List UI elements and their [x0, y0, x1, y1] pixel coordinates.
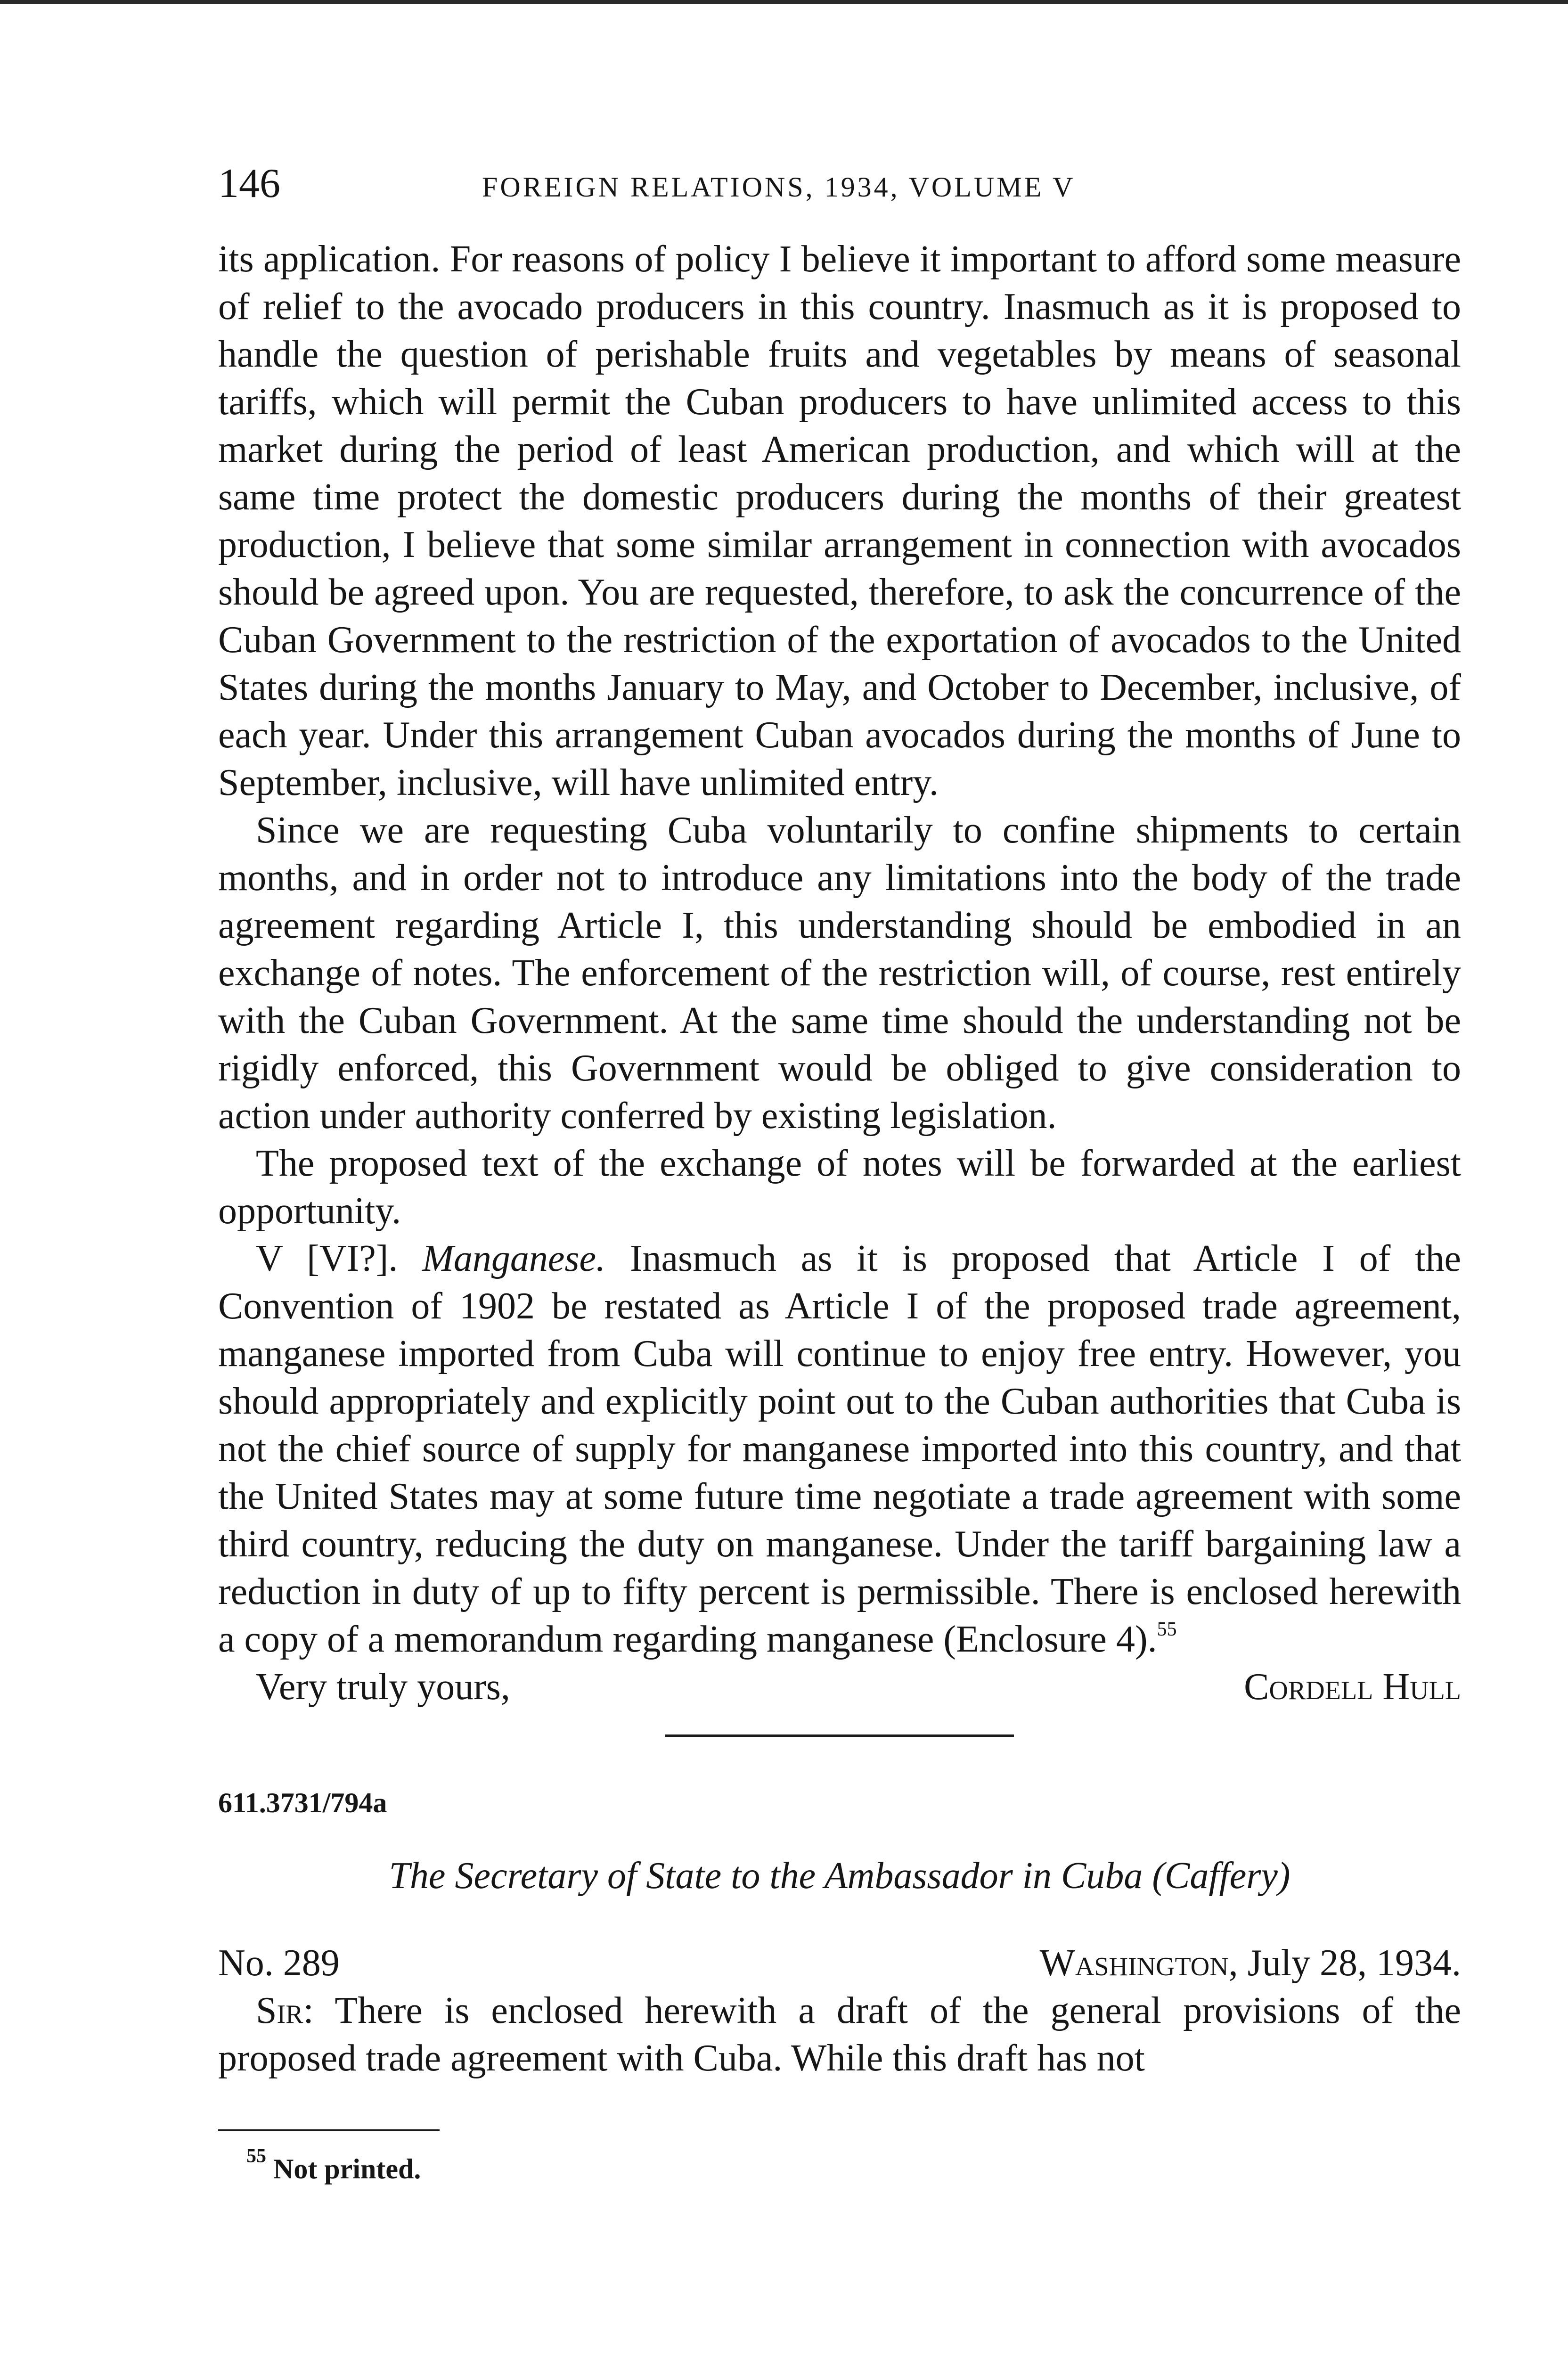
footnote-text: Not printed. [273, 2153, 421, 2184]
date: July 28, 1934. [1247, 1942, 1461, 1984]
opening-text: There is enclosed herewith a draft of the general provisions of the proposed trade agreement with Cuba. While this draft has not [218, 1990, 1462, 2079]
footnote-rule [218, 2129, 440, 2131]
signature: Cordell Hull [1244, 1666, 1461, 1708]
paragraph-avocado-relief: its application. For reasons of policy I believe it important to afford some measure of relief to the avocado producers in this country. Inasmuch as it is proposed to handle the question of perishable fruits and vegetables by means of seasonal tariffs, which will permit the Cuban producers to have unlimited access to this market during the period of least American production, and which will at the same time protect the domestic producers during the months of their greatest production, I believe that some similar arrangement in connection with avocados should be agreed upon. You are requested, therefore, to ask the concurrence of the Cuban Government to the restriction of the exportation of avocados to the United States during the months January to May, and October to December, inclusive, of each year. Under this arrangement Cuban avocados during the months of June to September, inclusive, will have unlimited entry. [218, 238, 1461, 803]
manganese-text: Inasmuch as it is proposed that Article I of the Convention of 1902 be restated as Article I of the proposed trade agreement, manganese imported from Cuba will continue to enjoy free entry. However, you should appropriately and explicitly point out to the Cuban authorities that Cuba is not the chief source of supply for manganese imported into this country, and that the United States may at some future time negotiate a trade agreement with some third country, reducing the duty on manganese. Under the tariff bargaining law a reduction in duty of up to fifty percent is permissible. There is enclosed herewith a copy of a memorandum regarding manganese (Enclosure 4). [218, 1238, 1462, 1660]
letter-body [218, 236, 1461, 1663]
running-head [218, 155, 1461, 212]
place-and-date [1039, 1939, 1461, 1987]
document-heading: The Secretary of State to the Ambassador in Cuba (Caffery) [389, 1855, 1290, 1897]
section-topic: Manganese. [422, 1238, 606, 1279]
place: Washington, [1039, 1942, 1238, 1984]
instruction-number: No. 289 [218, 1942, 340, 1984]
complimentary-close: Very truly yours, [256, 1666, 510, 1708]
footnote-marker: 55 [246, 2145, 266, 2167]
top-edge-rule [0, 0, 1568, 4]
page [218, 155, 1461, 2188]
salutation: Sir: [256, 1990, 314, 2031]
document-divider [665, 1734, 1014, 1737]
section-number: V [VI?]. [256, 1238, 398, 1279]
closing-line [218, 1663, 1461, 1711]
running-title: FOREIGN RELATIONS, 1934, VOLUME V [482, 172, 1076, 203]
paragraph-proposed-text: The proposed text of the exchange of notes will be forwarded at the earliest opportunity. [218, 1143, 1461, 1232]
footnote-reference: 55 [1157, 1619, 1177, 1640]
page-number: 146 [218, 161, 280, 206]
dateline [218, 1939, 1461, 1987]
footnote [246, 2145, 1461, 2188]
file-number: 611.3731/794a [218, 1787, 387, 1818]
paragraph-manganese [218, 1235, 1461, 1663]
second-document-opening [218, 1987, 1461, 2082]
paragraph-exchange-of-notes: Since we are requesting Cuba voluntarily to confine shipments to certain months, and in order not to introduce any limitations into the body of the trade agreement regarding Article I, this understanding should be embodied in an exchange of notes. The enforcement of the restriction will, of course, rest entirely with the Cuban Government. At the same time should the understanding not be rigidly enforced, this Government would be obliged to give consideration to action under authority conferred by existing legislation. [218, 810, 1461, 1137]
